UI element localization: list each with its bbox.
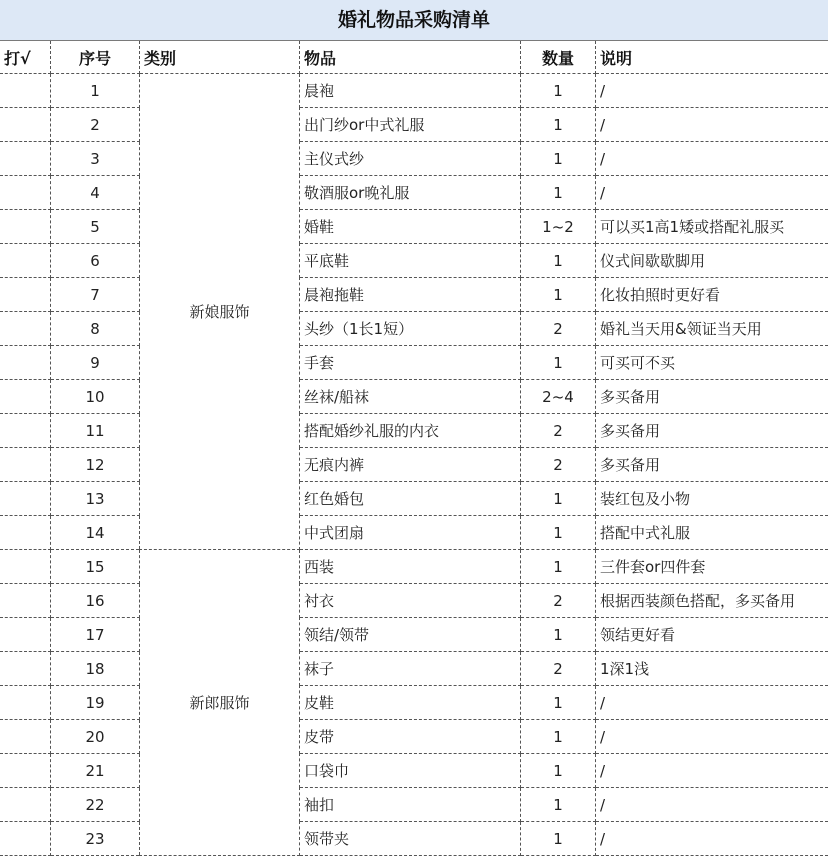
check-cell[interactable] (0, 414, 51, 448)
item-note: 婚礼当天用&领证当天用 (596, 312, 828, 346)
check-cell[interactable] (0, 210, 51, 244)
item-qty: 1 (521, 482, 596, 516)
table-row (0, 210, 828, 244)
check-cell[interactable] (0, 482, 51, 516)
item-name: 领带夹 (300, 822, 521, 856)
check-cell[interactable] (0, 244, 51, 278)
item-qty: 1~2 (521, 210, 596, 244)
check-cell[interactable] (0, 448, 51, 482)
table-row (0, 482, 828, 516)
check-cell[interactable] (0, 822, 51, 856)
table-row (0, 686, 828, 720)
table-row (0, 244, 828, 278)
item-note: 仪式间歇歇脚用 (596, 244, 828, 278)
item-qty: 2 (521, 312, 596, 346)
table-row (0, 652, 828, 686)
row-number: 13 (51, 482, 140, 516)
table-row (0, 822, 828, 856)
row-number: 19 (51, 686, 140, 720)
row-number: 17 (51, 618, 140, 652)
check-cell[interactable] (0, 380, 51, 414)
row-number: 7 (51, 278, 140, 312)
item-note: 多买备用 (596, 380, 828, 414)
item-name: 平底鞋 (300, 244, 521, 278)
header-item: 物品 (300, 41, 521, 74)
item-qty: 1 (521, 754, 596, 788)
item-qty: 1 (521, 686, 596, 720)
row-number: 18 (51, 652, 140, 686)
row-number: 15 (51, 550, 140, 584)
table-row (0, 448, 828, 482)
item-name: 领结/领带 (300, 618, 521, 652)
item-qty: 1 (521, 176, 596, 210)
check-cell[interactable] (0, 754, 51, 788)
row-number: 6 (51, 244, 140, 278)
header-check: 打√ (0, 41, 51, 74)
item-note: 1深1浅 (596, 652, 828, 686)
item-qty: 1 (521, 788, 596, 822)
item-note: / (596, 142, 828, 176)
item-name: 敬酒服or晚礼服 (300, 176, 521, 210)
row-number: 16 (51, 584, 140, 618)
item-qty: 1 (521, 822, 596, 856)
item-name: 晨袍拖鞋 (300, 278, 521, 312)
header-row (0, 41, 828, 74)
header-qty: 数量 (521, 41, 596, 74)
row-number: 10 (51, 380, 140, 414)
item-name: 手套 (300, 346, 521, 380)
item-qty: 1 (521, 278, 596, 312)
item-name: 口袋巾 (300, 754, 521, 788)
check-cell[interactable] (0, 346, 51, 380)
row-number: 9 (51, 346, 140, 380)
item-name: 皮鞋 (300, 686, 521, 720)
check-cell[interactable] (0, 652, 51, 686)
table-row (0, 278, 828, 312)
header-num: 序号 (51, 41, 140, 74)
check-cell[interactable] (0, 278, 51, 312)
row-number: 21 (51, 754, 140, 788)
row-number: 14 (51, 516, 140, 550)
table-row (0, 346, 828, 380)
purchase-table (0, 41, 828, 856)
item-name: 主仪式纱 (300, 142, 521, 176)
row-number: 3 (51, 142, 140, 176)
item-qty: 1 (521, 142, 596, 176)
item-note: 领结更好看 (596, 618, 828, 652)
row-number: 22 (51, 788, 140, 822)
table-row (0, 380, 828, 414)
item-note: / (596, 788, 828, 822)
item-qty: 1 (521, 550, 596, 584)
item-note: 可以买1高1矮或搭配礼服买 (596, 210, 828, 244)
category-cell: 新郎服饰 (140, 550, 300, 856)
item-qty: 1 (521, 516, 596, 550)
row-number: 12 (51, 448, 140, 482)
row-number: 20 (51, 720, 140, 754)
item-note: 搭配中式礼服 (596, 516, 828, 550)
item-qty: 1 (521, 244, 596, 278)
table-row (0, 176, 828, 210)
item-note: / (596, 74, 828, 108)
row-number: 11 (51, 414, 140, 448)
table-body (0, 74, 828, 856)
item-note: / (596, 176, 828, 210)
check-cell[interactable] (0, 584, 51, 618)
check-cell[interactable] (0, 686, 51, 720)
table-row (0, 142, 828, 176)
table-row (0, 312, 828, 346)
item-name: 衬衣 (300, 584, 521, 618)
item-note: 三件套or四件套 (596, 550, 828, 584)
category-cell: 新娘服饰 (140, 74, 300, 550)
header-category: 类别 (140, 41, 300, 74)
item-name: 红色婚包 (300, 482, 521, 516)
item-note: 多买备用 (596, 414, 828, 448)
item-name: 晨袍 (300, 74, 521, 108)
item-name: 西装 (300, 550, 521, 584)
item-qty: 2 (521, 652, 596, 686)
item-name: 中式团扇 (300, 516, 521, 550)
item-qty: 1 (521, 720, 596, 754)
check-cell[interactable] (0, 142, 51, 176)
item-qty: 2 (521, 414, 596, 448)
check-cell[interactable] (0, 550, 51, 584)
item-note: / (596, 686, 828, 720)
check-cell[interactable] (0, 720, 51, 754)
row-number: 8 (51, 312, 140, 346)
item-name: 头纱（1长1短） (300, 312, 521, 346)
check-cell[interactable] (0, 516, 51, 550)
table-row (0, 414, 828, 448)
table-row (0, 550, 828, 584)
table-row (0, 788, 828, 822)
item-name: 袖扣 (300, 788, 521, 822)
row-number: 1 (51, 74, 140, 108)
item-note: 装红包及小物 (596, 482, 828, 516)
item-qty: 1 (521, 618, 596, 652)
row-number: 5 (51, 210, 140, 244)
table-row (0, 618, 828, 652)
item-name: 丝袜/船袜 (300, 380, 521, 414)
item-note: 可买可不买 (596, 346, 828, 380)
item-qty: 2~4 (521, 380, 596, 414)
item-name: 皮带 (300, 720, 521, 754)
check-cell[interactable] (0, 312, 51, 346)
check-cell[interactable] (0, 788, 51, 822)
item-qty: 1 (521, 74, 596, 108)
item-qty: 1 (521, 108, 596, 142)
sheet-title: 婚礼物品采购清单 (0, 0, 828, 41)
table-row (0, 584, 828, 618)
check-cell[interactable] (0, 108, 51, 142)
item-name: 无痕内裤 (300, 448, 521, 482)
item-note: / (596, 720, 828, 754)
item-qty: 1 (521, 346, 596, 380)
item-note: / (596, 822, 828, 856)
check-cell[interactable] (0, 74, 51, 108)
item-note: 化妆拍照时更好看 (596, 278, 828, 312)
item-note: / (596, 754, 828, 788)
table-row (0, 74, 828, 108)
check-cell[interactable] (0, 618, 51, 652)
check-cell[interactable] (0, 176, 51, 210)
row-number: 4 (51, 176, 140, 210)
header-note: 说明 (596, 41, 828, 74)
table-row (0, 108, 828, 142)
table-row (0, 720, 828, 754)
row-number: 2 (51, 108, 140, 142)
row-number: 23 (51, 822, 140, 856)
table-row (0, 754, 828, 788)
table-row (0, 516, 828, 550)
item-qty: 2 (521, 448, 596, 482)
item-note: 根据西装颜色搭配，多买备用 (596, 584, 828, 618)
item-name: 婚鞋 (300, 210, 521, 244)
item-note: / (596, 108, 828, 142)
item-note: 多买备用 (596, 448, 828, 482)
item-name: 袜子 (300, 652, 521, 686)
item-qty: 2 (521, 584, 596, 618)
item-name: 搭配婚纱礼服的内衣 (300, 414, 521, 448)
item-name: 出门纱or中式礼服 (300, 108, 521, 142)
